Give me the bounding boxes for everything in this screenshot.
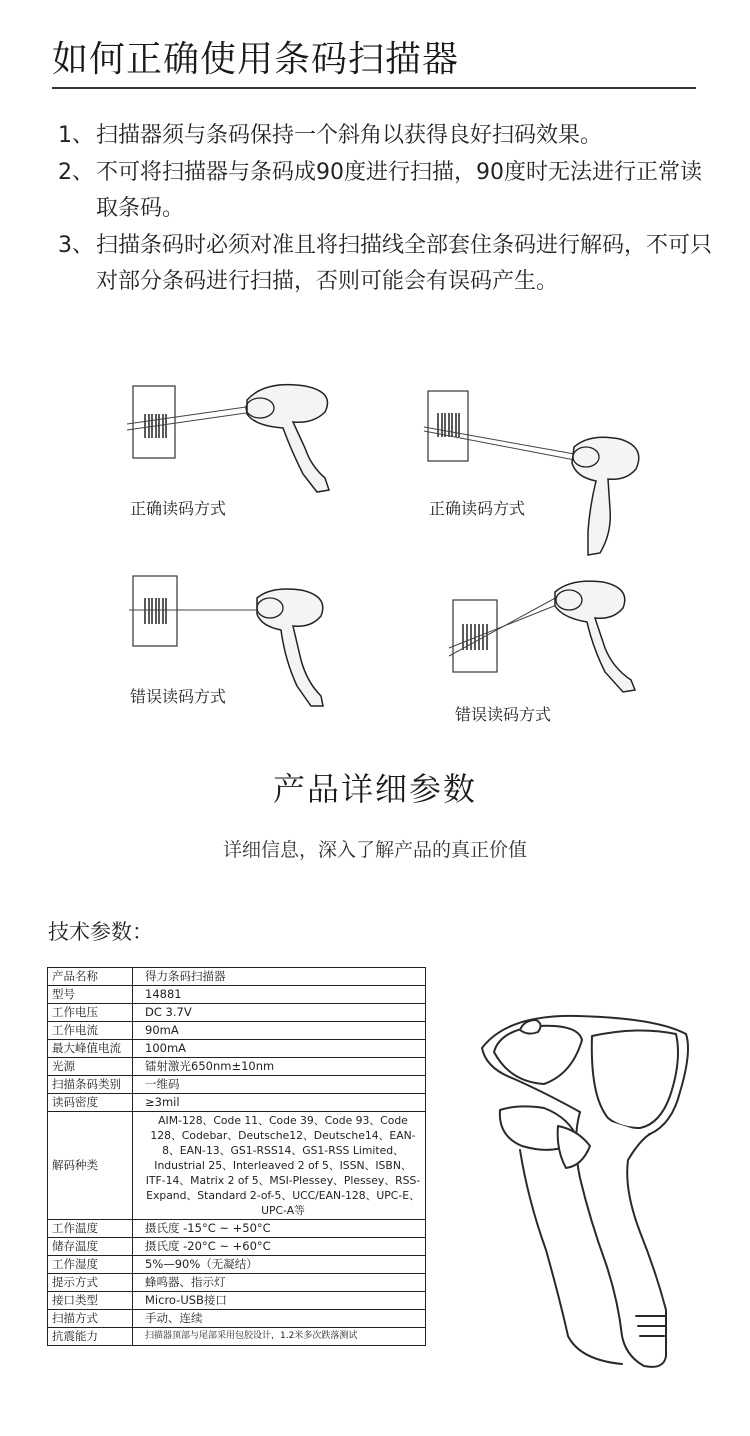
spec-key: 储存温度: [48, 1238, 133, 1256]
spec-key: 工作电压: [48, 1004, 133, 1022]
spec-key: 光源: [48, 1058, 133, 1076]
instruction-text: 扫描条码时必须对准且将扫描线全部套住条码进行解码，不可只对部分条码进行扫描，否则可能会有误码产生。: [96, 232, 713, 294]
spec-value: 摄氏度 -15°C ~ +50°C: [133, 1220, 426, 1238]
spec-value: AIM-128、Code 11、Code 39、Code 93、Code 128、Codebar、Deutsche12、Deutsche14、EAN-8、EAN-13、GS1-RSS14、GS1-RSS Limited、Industrial 25、Interleaved 2 of 5、ISSN、ISBN、ITF-14、Matrix 2 of 5、MSI-Plessey、Plessey、RSS-Expand、Standard 2-of-5、UCC/EAN-128、UPC-E、UPC-A等: [133, 1112, 426, 1220]
scanner-illustration: [460, 1000, 700, 1380]
spec-value: 镭射激光650nm±10nm: [133, 1058, 426, 1076]
spec-value: Micro-USB接口: [133, 1292, 426, 1310]
section-title: 产品详细参数: [272, 770, 477, 808]
table-row: [48, 1040, 426, 1058]
table-row: [48, 1058, 426, 1076]
table-row: [48, 1310, 426, 1328]
table-row: [48, 1292, 426, 1310]
spec-key: 扫描条码类别: [48, 1076, 133, 1094]
spec-key: 产品名称: [48, 968, 133, 986]
diagram-caption: 正确读码方式: [130, 499, 227, 518]
instruction-number: 3、: [58, 232, 94, 258]
diagram-caption: 正确读码方式: [429, 499, 526, 518]
spec-key: 解码种类: [48, 1112, 133, 1220]
page-title: 如何正确使用条码扫描器: [52, 39, 460, 80]
spec-key: 最大峰值电流: [48, 1040, 133, 1058]
diagram-caption: 错误读码方式: [130, 687, 227, 706]
instruction-item: [58, 155, 718, 228]
spec-value: 100mA: [133, 1040, 426, 1058]
spec-table: [47, 967, 426, 1346]
table-row: [48, 1004, 426, 1022]
spec-key: 型号: [48, 986, 133, 1004]
table-row: [48, 968, 426, 986]
table-row: [48, 1274, 426, 1292]
spec-key: 工作湿度: [48, 1256, 133, 1274]
instruction-list: [58, 118, 718, 301]
spec-key: 读码密度: [48, 1094, 133, 1112]
instruction-text: 扫描器须与条码保持一个斜角以获得良好扫码效果。: [96, 123, 603, 148]
table-row: [48, 1220, 426, 1238]
scan-diagram-correct-2: [420, 385, 660, 560]
table-row: [48, 986, 426, 1004]
instruction-number: 1、: [58, 123, 94, 148]
table-row: [48, 1328, 426, 1346]
diagram-caption: 错误读码方式: [455, 705, 552, 724]
spec-value: 扫描器顶部与尾部采用包胶设计，1.2米多次跌落测试: [133, 1328, 426, 1346]
table-row: [48, 1112, 426, 1220]
spec-key: 工作电流: [48, 1022, 133, 1040]
spec-key: 接口类型: [48, 1292, 133, 1310]
scan-diagram-correct-1: [125, 378, 365, 496]
instruction-item: [58, 228, 718, 301]
spec-value: 蜂鸣器、指示灯: [133, 1274, 426, 1292]
spec-value: 摄氏度 -20°C ~ +60°C: [133, 1238, 426, 1256]
spec-key: 抗震能力: [48, 1328, 133, 1346]
instruction-item: [58, 118, 718, 155]
table-row: [48, 1076, 426, 1094]
table-row: [48, 1256, 426, 1274]
spec-value: 90mA: [133, 1022, 426, 1040]
instruction-number: 2、: [58, 159, 94, 185]
table-row: [48, 1094, 426, 1112]
spec-value: 14881: [133, 986, 426, 1004]
spec-key: 扫描方式: [48, 1310, 133, 1328]
spec-value: 5%—90%（无凝结）: [133, 1256, 426, 1274]
table-row: [48, 1238, 426, 1256]
spec-value: ≥3mil: [133, 1094, 426, 1112]
spec-value: 手动、连续: [133, 1310, 426, 1328]
spec-value: 得力条码扫描器: [133, 968, 426, 986]
spec-value: DC 3.7V: [133, 1004, 426, 1022]
spec-label: 技术参数：: [48, 920, 153, 944]
title-divider: [52, 87, 696, 89]
section-subtitle: 详细信息，深入了解产品的真正价值: [222, 839, 527, 861]
scan-diagram-wrong-2: [445, 576, 675, 696]
instruction-text: 不可将扫描器与条码成90度进行扫描，90度时无法进行正常读取条码。: [96, 159, 702, 221]
spec-key: 提示方式: [48, 1274, 133, 1292]
spec-value: 一维码: [133, 1076, 426, 1094]
table-row: [48, 1022, 426, 1040]
spec-key: 工作温度: [48, 1220, 133, 1238]
